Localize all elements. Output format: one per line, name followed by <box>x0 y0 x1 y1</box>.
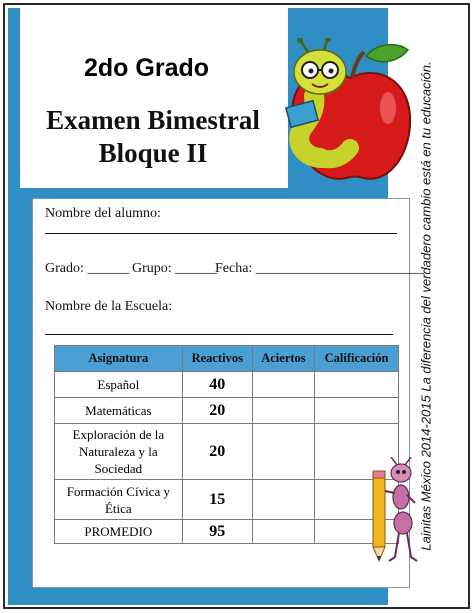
exam-title <box>34 104 272 170</box>
grade-heading: 2do Grado <box>84 54 210 82</box>
aciertos-cell[interactable] <box>252 398 314 424</box>
student-name-label: Nombre del alumno: <box>45 206 161 221</box>
subject-cell: PROMEDIO <box>55 520 183 544</box>
date-field-label[interactable]: Fecha: ________________________ <box>215 261 424 276</box>
subject-cell: Matemáticas <box>55 398 183 424</box>
column-header: Calificación <box>315 346 399 372</box>
ant-with-pencil-illustration <box>365 457 421 569</box>
school-name-line[interactable] <box>45 334 393 335</box>
table-row <box>55 480 399 520</box>
title-line-2: Bloque II <box>98 138 208 168</box>
subject-cell: Español <box>55 372 183 398</box>
aciertos-cell[interactable] <box>252 480 314 520</box>
apple-with-worm-illustration <box>280 38 414 186</box>
reactivos-cell: 40 <box>182 372 252 398</box>
subject-cell: Formación Cívica y Ética <box>55 480 183 520</box>
column-header: Asignatura <box>55 346 183 372</box>
grade-field-label[interactable]: Grado: ______ <box>45 261 130 276</box>
left-blue-stripe <box>8 8 20 605</box>
aciertos-cell[interactable] <box>252 372 314 398</box>
table-row <box>55 520 399 544</box>
column-header: Aciertos <box>252 346 314 372</box>
title-line-1: Examen Bimestral <box>46 105 260 135</box>
reactivos-cell: 20 <box>182 424 252 480</box>
subject-cell: Exploración de la Naturaleza y la Sociedad <box>55 424 183 480</box>
calificacion-cell[interactable] <box>315 372 399 398</box>
reactivos-cell: 20 <box>182 398 252 424</box>
side-caption: Lainitas México 2014-2015 La diferencia del verdadero cambio está en tu educación. <box>418 61 434 551</box>
calificacion-cell[interactable] <box>315 398 399 424</box>
table-header-row <box>55 346 399 372</box>
table-row <box>55 372 399 398</box>
grades-table <box>54 345 399 544</box>
reactivos-cell: 95 <box>182 520 252 544</box>
school-name-label: Nombre de la Escuela: <box>45 299 173 314</box>
column-header: Reactivos <box>182 346 252 372</box>
group-field-label[interactable]: Grupo: ______ <box>132 261 218 276</box>
table-row <box>55 398 399 424</box>
aciertos-cell[interactable] <box>252 424 314 480</box>
table-row <box>55 424 399 480</box>
student-name-line[interactable] <box>45 233 397 234</box>
reactivos-cell: 15 <box>182 480 252 520</box>
aciertos-cell[interactable] <box>252 520 314 544</box>
